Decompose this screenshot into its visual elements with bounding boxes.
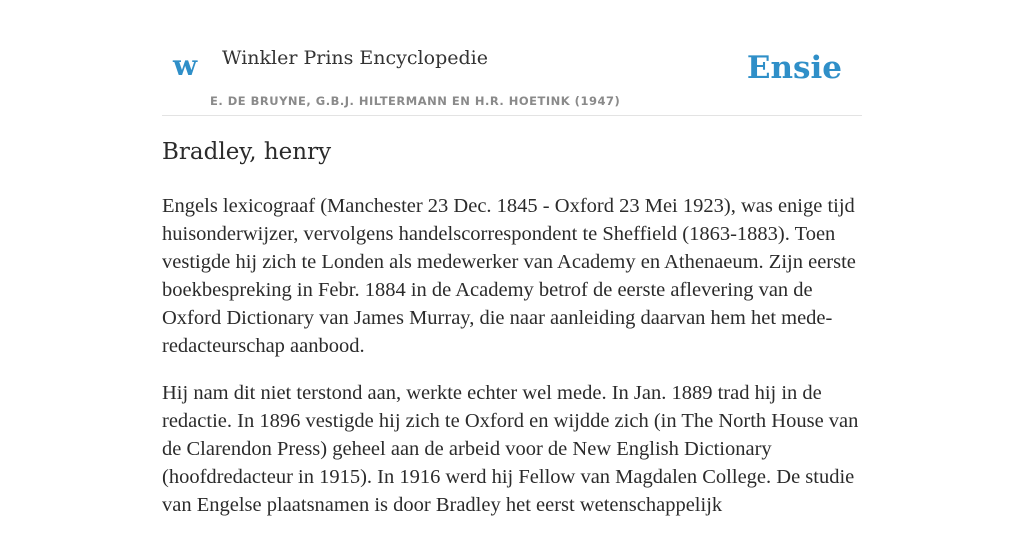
entry-paragraph: Engels lexicograaf (Manchester 23 Dec. 1845 - Oxford 23 Mei 1923), was enige tijd huisonderwijzer, vervolgens handelscorrespondent te Sheffield (1863-1883). Toen vestigde hij zich te Londen als medewerker van Academy en Athenaeum. Zijn eerste boekbespreking in Febr. 1884 in de Academy betrof de eerste aflevering van de Oxford Dictionary van James Murray, die naar aanleiding daarvan hem het mede-redacteurschap aanbood. [162,195,856,357]
entry-body [162,192,864,538]
book-title-link[interactable]: Winkler Prins Encyclopedie [222,47,488,69]
ensie-logo[interactable]: Ensie [746,50,842,86]
entry-title: Bradley, henry [162,139,332,165]
book-authors: E. DE BRUYNE, G.B.J. HILTERMANN EN H.R. HOETINK (1947) [210,94,621,108]
entry-paragraph: Hij nam dit niet terstond aan, werkte echter wel mede. In Jan. 1889 trad hij in de redactie. In 1896 vestigde hij zich te Oxford en wijdde zich (in The North House van de Clarendon Press) geheel aan de arbeid voor de New English Dictionary (hoofdredacteur in 1915). In 1916 werd hij Fellow van Magdalen College. De studie van Engelse plaatsnamen is door Bradley het eerst wetenschappelijk [162,382,859,516]
winkler-prins-logo[interactable]: w [173,49,198,82]
book-header [162,40,862,116]
